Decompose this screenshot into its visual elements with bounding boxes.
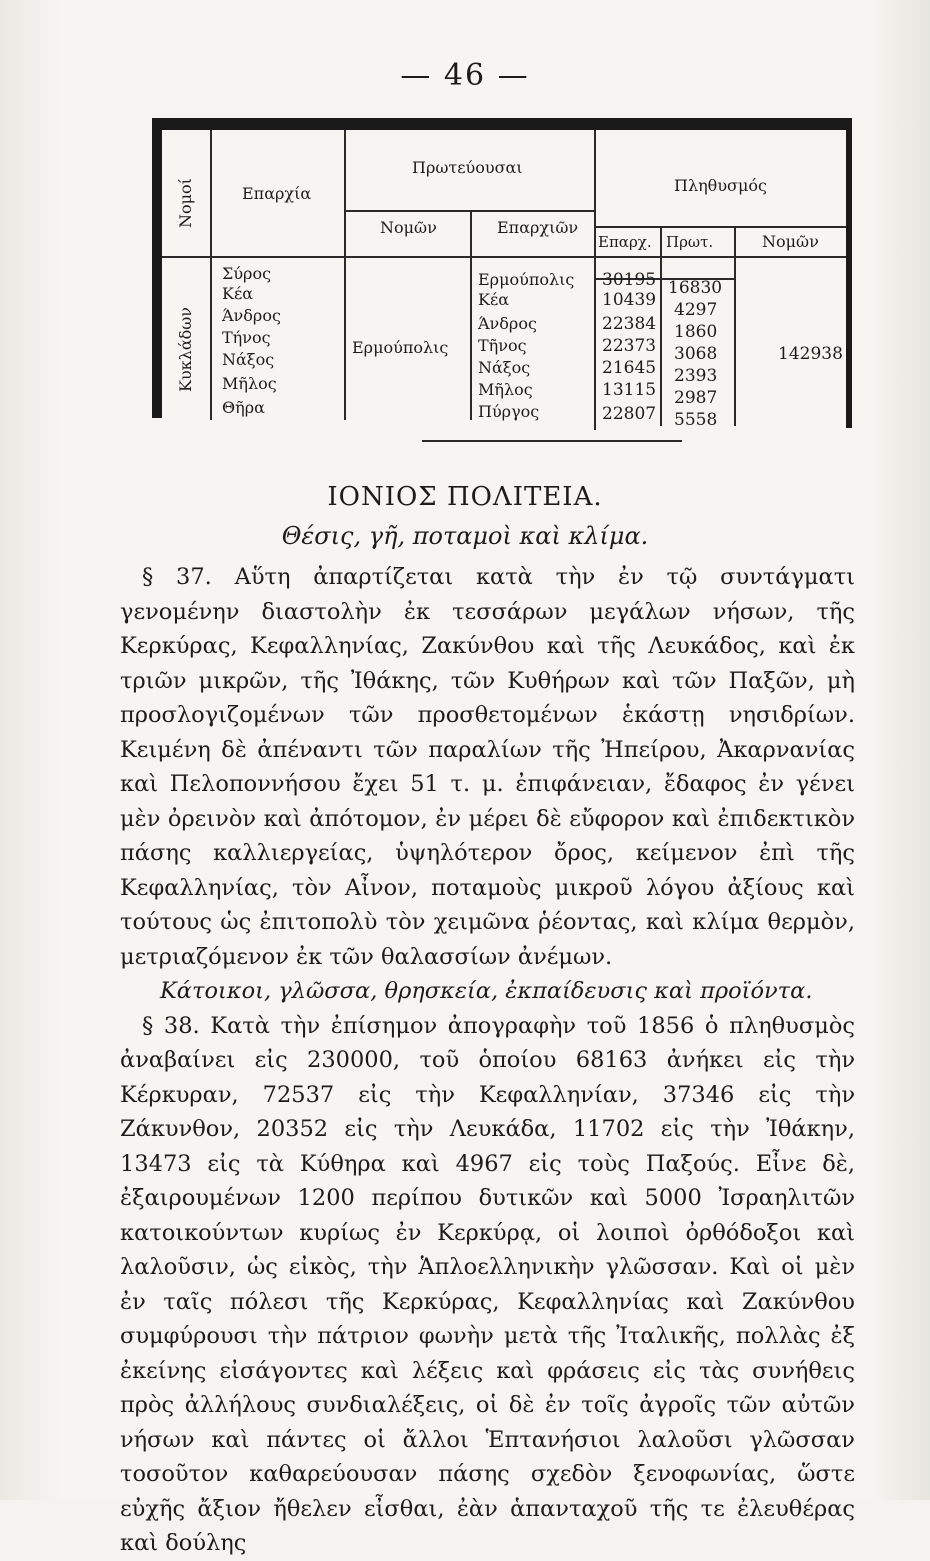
eparch-pop-cell: 30195 <box>602 270 657 290</box>
eparch-pop-cell: 22384 <box>602 314 657 334</box>
section-title: ΙΟΝΙΟΣ ΠΟΛΙΤΕΙΑ. <box>327 482 603 512</box>
header-prot: Πρωτ. <box>666 233 714 251</box>
capital-cell: Κέα <box>478 290 510 309</box>
paragraph-37: § 37. Αὕτη ἀπαρτίζεται κατὰ τὴν ἐν τῷ συντάγματι γενομένην διαστολὴν ἐκ τεσσάρων μεγάλων νήσων, τῆς Κερκύρας, Κεφαλληνίας, Ζακύνθου καὶ τῆς Λευκάδος, καὶ ἐκ τριῶν μικρῶν, τῆς Ἰθάκης, τῶν Κυθήρων καὶ τῶν Παξῶν, μὴ προσλογιζομένων τῶν προσθετομένων ἑκάστῃ νησιδρίων. Κειμένη δὲ ἀπέναντι τῶν παραλίων τῆς Ἠπείρου, Ἀκαρνανίας καὶ Πελοποννήσου ἔχει 51 τ. μ. ἐπιφάνειαν, ἔδαφος ἐν γένει μὲν ὀρεινὸν καὶ ἀπότομον, ἐν μέρει δὲ εὔφορον καὶ ἐπιδεκτικὸν πάσης καλλιεργείας, ὑψηλότερον ὄρος, κείμενον ἐπὶ τῆς Κεφαλληνίας, τὸν Αἶνον, ποταμοὺς μικροῦ λόγου ἀξίους καὶ τούτους ὡς ἐπιτοπολὺ τὸν χειμῶνα ῥέοντας, καὶ κλίμα θερμὸν, μετριαζόμενον ἐκ τῶν θαλασσίων ἀνέμων. <box>120 564 855 970</box>
table-right-border <box>846 128 852 428</box>
header-nomon: Νομῶν <box>380 218 437 237</box>
capital-pop-cell: 2393 <box>674 366 718 386</box>
eparch-pop-cell: 10439 <box>602 290 657 310</box>
eparchia-cell: Μῆλος <box>222 374 277 393</box>
row-divider <box>162 256 846 258</box>
col-divider <box>210 130 212 420</box>
population-table <box>152 118 852 438</box>
eparchia-cell: Θῆρα <box>222 398 265 417</box>
eparchia-cell: Κέα <box>222 284 254 303</box>
row-divider <box>594 226 846 228</box>
capital-cell: Πύργος <box>478 402 540 421</box>
eparchia-cell: Νάξος <box>222 350 275 369</box>
nomos-name: Κυκλάδων <box>176 306 195 392</box>
eparch-pop-cell: 13115 <box>602 380 657 400</box>
col-divider <box>594 130 596 430</box>
col-divider <box>344 130 346 420</box>
eparch-pop-cell: 22373 <box>602 336 657 356</box>
paragraph-38: § 38. Κατὰ τὴν ἐπίσημον ἀπογραφὴν τοῦ 1856 ὁ πληθυσμὸς ἀναβαίνει εἰς 230000, τοῦ ὁποίου 68163 ἀνήκει εἰς τὴν Κέρκυραν, 72537 εἰς τὴν Κεφαλληνίαν, 37346 εἰς τὴν Ζάκυνθον, 20352 εἰς τὴν Λευκάδα, 11702 εἰς τὴν Ἰθάκην, 13473 εἰς τὰ Κύθηρα καὶ 4967 εἰς τοὺς Παξούς. Εἶνε δὲ, ἐξαιρουμένων 1200 περίπου δυτικῶν καὶ 5000 Ἰσραηλιτῶν κατοικούντων κυρίως ἐν Κερκύρᾳ, οἱ λοιποὶ ὀρθόδοξοι καὶ λαλοῦσιν, ὡς εἰκὸς, τὴν Ἁπλοελληνικὴν γλῶσσαν. Καὶ οἱ μὲν ἐν ταῖς πόλεσι τῆς Κερκύρας, Κεφαλληνίας καὶ Ζακύνθου συμφύρουσι τὴν πάτριον φωνὴν μετὰ τῆς Ἰταλικῆς, πολλὰς ἐξ ἐκείνης εἰσάγοντες καὶ λέξεις καὶ φράσεις εἰς τὰς συνήθεις πρὸς ἀλλήλους συνδιαλέξεις, οἱ δὲ ἐν τοῖς ἀγροῖς τῶν αὐτῶν νήσων καὶ πάντες οἱ ἄλλοι Ἑπτανήσιοι λαλοῦσι γλῶσσαν τοσοῦτον καθαρεύουσαν πάσης σχεδὸν ξενοφωνίας, ὥστε εὐχῆς ἄξιον ἤθελεν εἶσθαι, ἐὰν ἁπανταχοῦ τῆς τε ἐλευθέρας καὶ δούλης <box>120 1012 855 1556</box>
nomos-population: 142938 <box>778 344 843 364</box>
table-left-border <box>152 118 162 418</box>
body-text <box>120 560 855 1561</box>
subheading-geography: Θέσις, γῆ, ποταμοὶ καὶ κλίμα. <box>281 522 649 550</box>
eparchia-cell: Άνδρος <box>222 306 281 325</box>
capital-cell: Άνδρος <box>478 314 537 333</box>
header-eparchion: Επαρχιῶν <box>497 218 579 237</box>
capital-pop-cell: 3068 <box>674 344 718 364</box>
eparch-pop-cell: 21645 <box>602 358 657 378</box>
capital-pop-cell: 16830 <box>668 278 723 298</box>
capital-cell: Νάξος <box>478 358 531 377</box>
subheading-inhabitants: Κάτοικοι, γλῶσσα, θρησκεία, ἐκπαίδευσις καὶ προϊόντα. <box>160 978 813 1004</box>
capital-cell: Ερμούπολις <box>478 270 575 289</box>
eparchia-cell: Τήνος <box>222 328 271 347</box>
header-nomon-pop: Νομῶν <box>762 232 819 251</box>
header-eparchia: Επαρχία <box>242 184 312 203</box>
table-top-border <box>152 118 852 130</box>
header-plithysmos: Πληθυσμός <box>674 176 767 195</box>
capital-cell: Μῆλος <box>478 380 533 399</box>
nomos-capital: Ερμούπολις <box>352 338 449 357</box>
capital-pop-cell: 4297 <box>674 300 718 320</box>
header-nomoi: Νομοί <box>176 178 195 228</box>
eparch-pop-cell: 22807 <box>602 404 657 424</box>
capital-pop-cell: 5558 <box>674 410 718 430</box>
header-proteuousai: Πρωτεύουσαι <box>412 158 523 177</box>
capital-pop-cell: 1860 <box>674 322 718 342</box>
table-bottom-rule <box>422 440 682 442</box>
col-divider <box>470 210 472 420</box>
row-divider <box>344 210 594 212</box>
header-eparch: Επαρχ. <box>598 233 652 251</box>
eparchia-cell: Σύρος <box>222 264 272 283</box>
capital-pop-cell: 2987 <box>674 388 718 408</box>
capital-cell: Τῆνος <box>478 336 527 355</box>
page-number: — 46 — <box>400 58 530 93</box>
